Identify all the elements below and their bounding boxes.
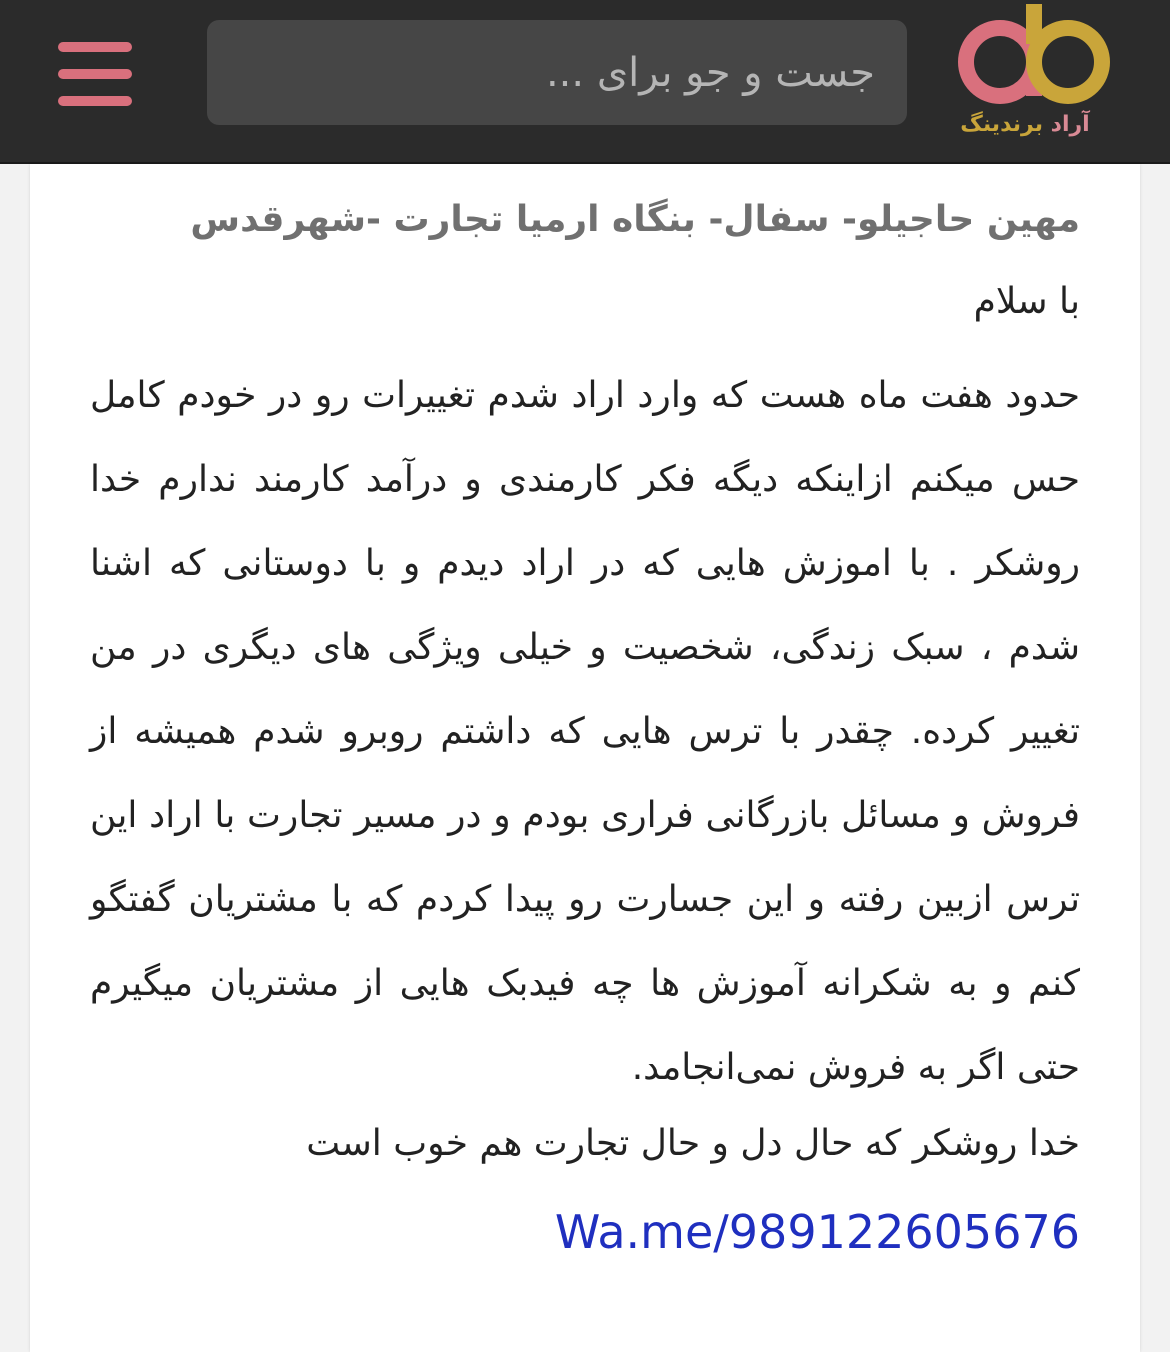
search-box[interactable] — [207, 20, 907, 125]
testimonial-closing: خدا روشکر که حال دل و حال تجارت هم خوب است — [306, 1123, 1080, 1164]
hamburger-menu-button[interactable] — [58, 42, 134, 106]
testimonial-author: مهین حاجیلو- سفال- بنگاه ارمیا تجارت -شهرقدس — [190, 199, 1080, 240]
logo-icon — [950, 4, 1110, 114]
testimonial-greeting: با سلام — [973, 281, 1080, 322]
whatsapp-contact-link[interactable]: Wa.me/989122605676 — [554, 1205, 1080, 1259]
top-header — [0, 0, 1170, 164]
logo-text — [950, 112, 1100, 137]
logo-text-branding: برندینگ — [960, 112, 1043, 137]
testimonial-content — [90, 190, 1080, 1272]
logo-text-arad: آراد — [1050, 112, 1090, 137]
search-input[interactable] — [237, 49, 877, 97]
testimonial-body: حدود هفت ماه هست که وارد اراد شدم تغییرات رو در خودم کامل حس میکنم ازاینکه دیگه فکر کارمندی و درآمد کارمند ندارم خدا روشکر . با اموزش هایی که در اراد دیدم و با دوستانی که اشنا شدم ، سبک زندگی، شخصیت و خیلی ویژگی های دیگری در من تغییر کرده. چقدر با ترس هایی که داشتم روبرو شدم همیشه از فروش و مسائل بازرگانی فراری بودم و در مسیر تجارت با اراد این ترس ازبین رفته و این جسارت رو پیدا کردم که با مشتریان گفتگو کنم و به شکرانه آموزش ها چه فیدبک هایی از مشتریان میگیرم حتی اگر به فروش نمی‌انجامد. — [90, 375, 1080, 1088]
brand-logo[interactable] — [950, 4, 1120, 154]
